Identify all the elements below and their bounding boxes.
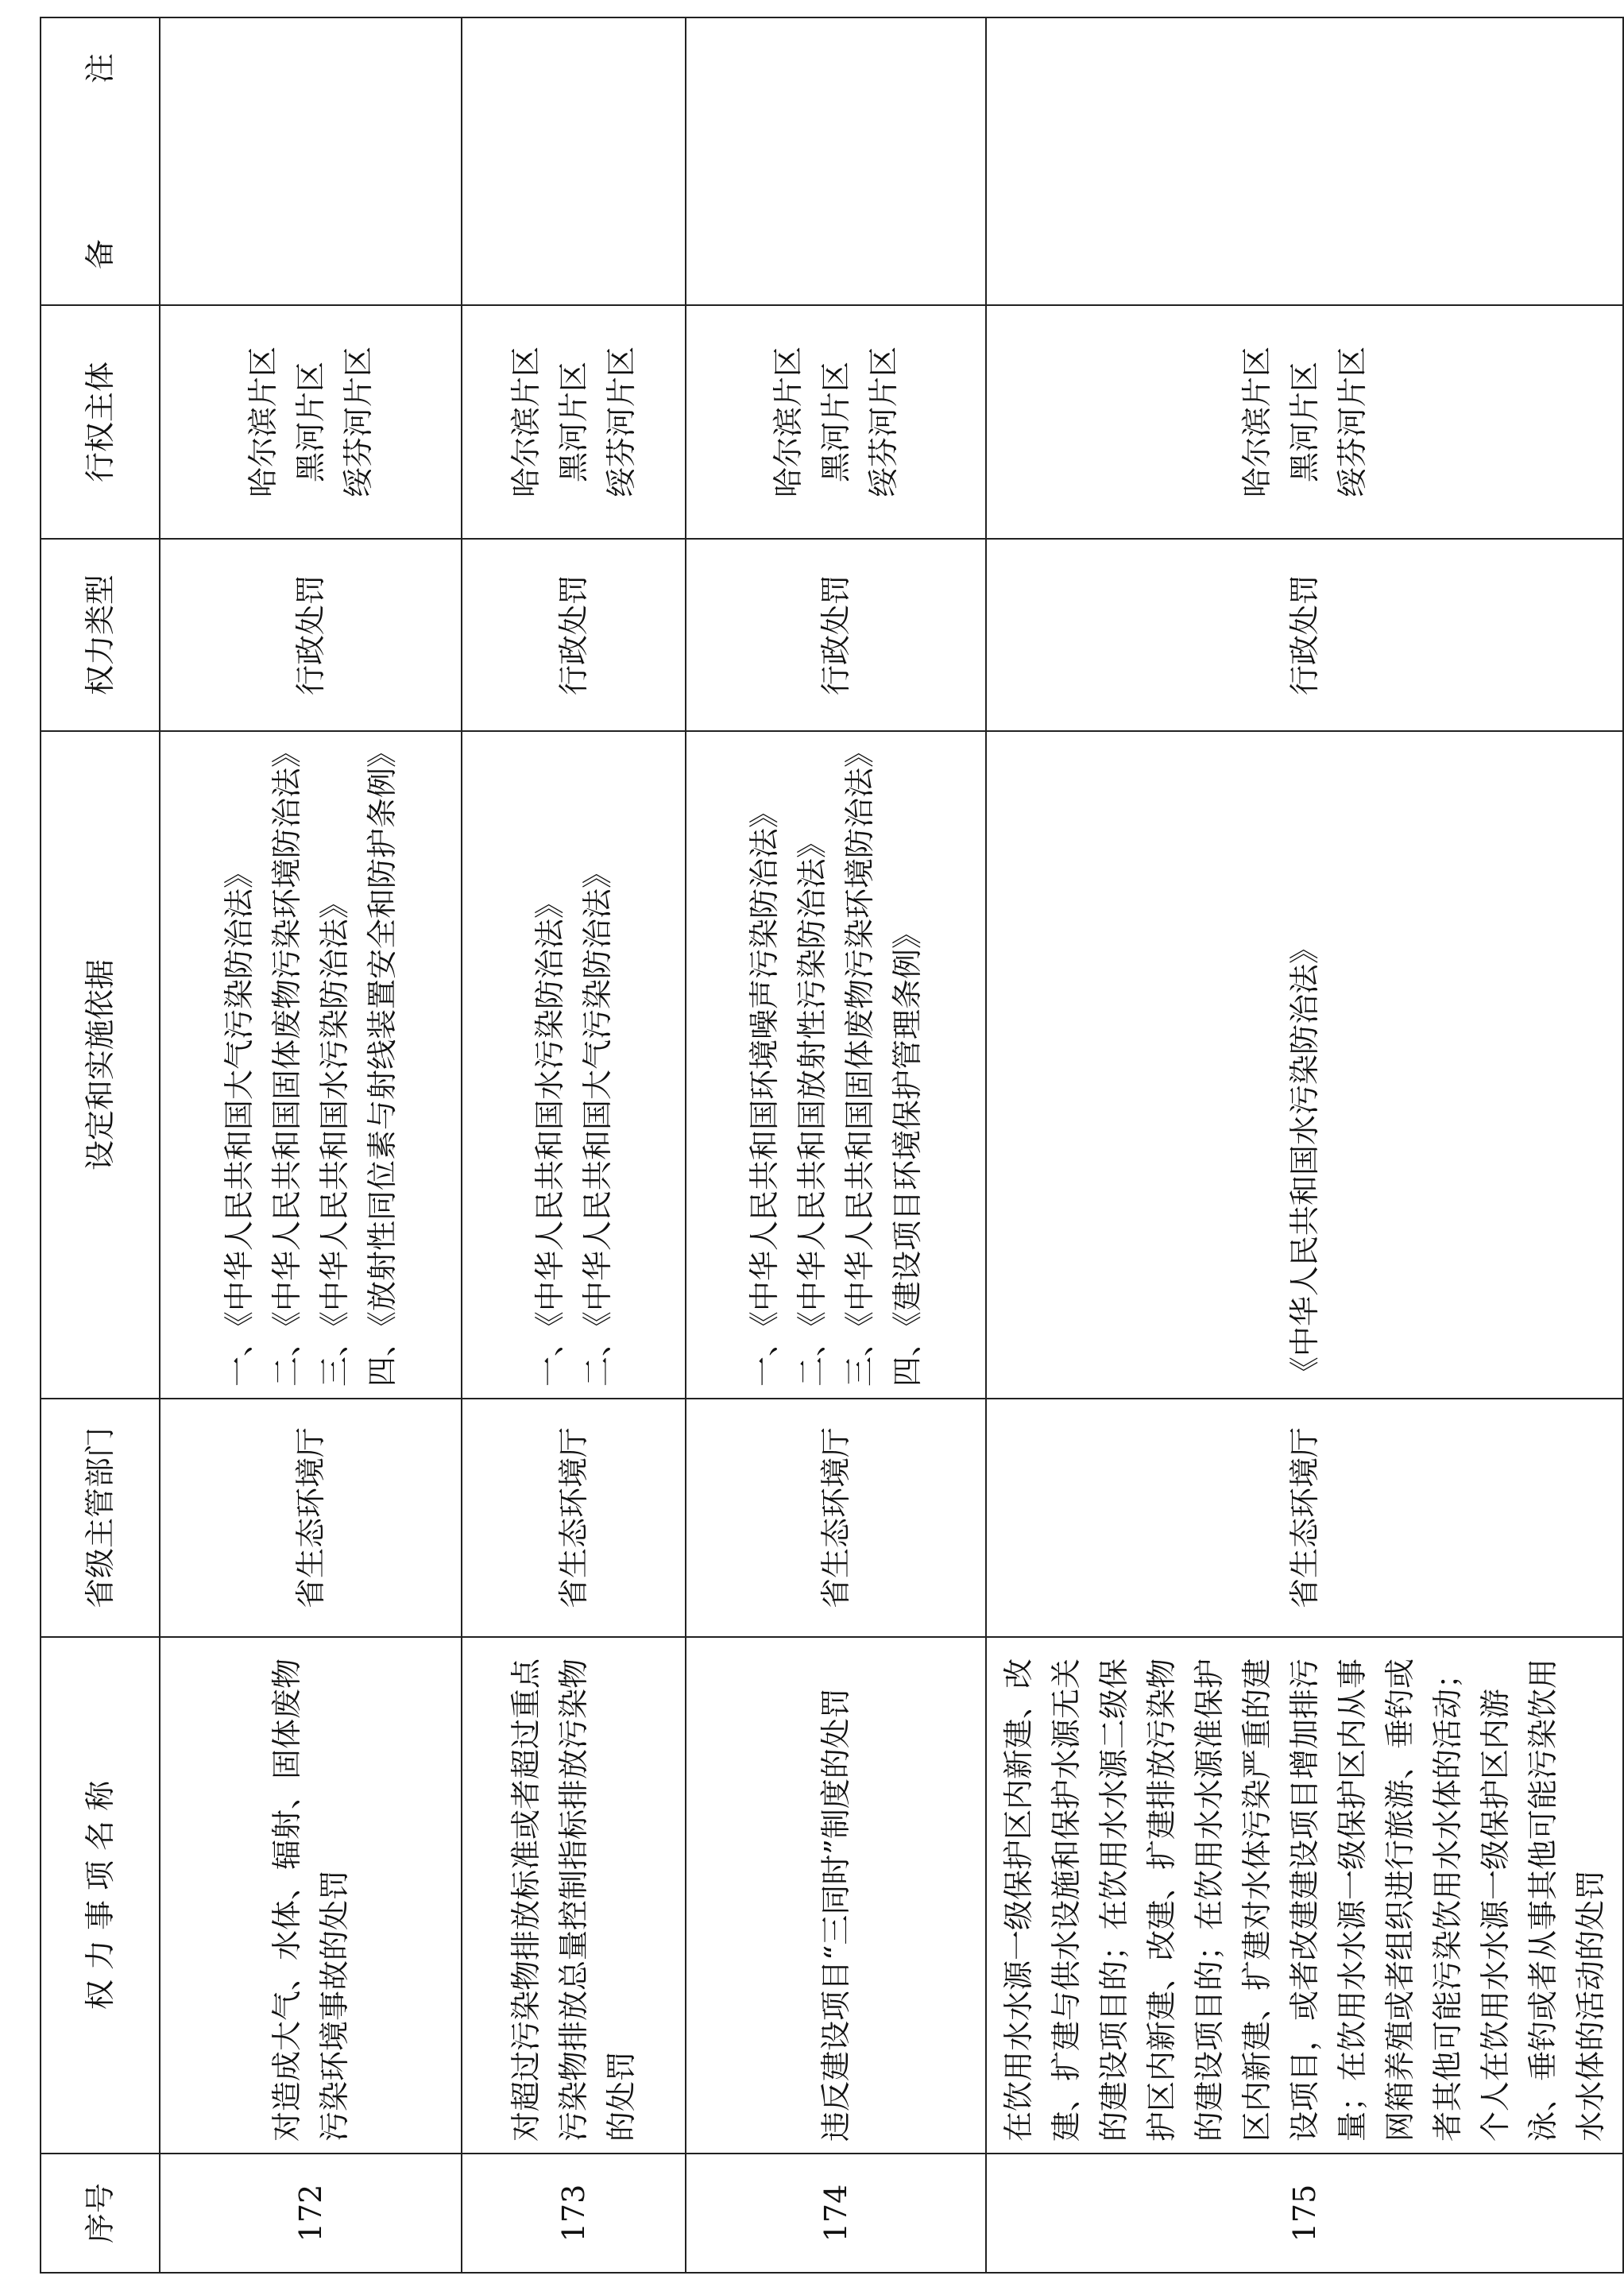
- basis-line: 一、《中华人民共和国水污染防治法》: [532, 888, 567, 1387]
- row-note: [986, 17, 1623, 305]
- row-seq: 173: [462, 2154, 686, 2273]
- row-basis: [686, 731, 986, 1399]
- header-subject: 行权主体: [41, 305, 160, 539]
- table-row: [686, 17, 986, 2273]
- row-basis: [160, 731, 462, 1399]
- row-subject: [686, 305, 986, 539]
- subject-line: 绥芬河片区: [866, 346, 901, 498]
- row-type: 行政处罚: [160, 539, 462, 731]
- header-name: 权 力 事 项 名 称: [41, 1637, 160, 2154]
- table-row: [986, 17, 1623, 2273]
- row-type: 行政处罚: [462, 539, 686, 731]
- subject-line: 哈尔滨片区: [508, 346, 543, 498]
- powers-table: [40, 17, 1624, 2274]
- header-note-a: 备: [83, 238, 118, 269]
- subject-line: 绥芬河片区: [1335, 346, 1370, 498]
- row-subject: [986, 305, 1623, 539]
- header-row: [41, 17, 160, 2273]
- basis-line: 一、《中华人民共和国环境噪声污染防治法》: [747, 797, 782, 1387]
- basis-line: 一、《中华人民共和国大气污染防治法》: [222, 857, 257, 1387]
- subject-line: 黑河片区: [818, 362, 853, 483]
- row-name: 违反建设项目“三同时”制度的处罚: [686, 1637, 986, 2154]
- row-name: 对造成大气、水体、辐射、固体废物污染环境事故的处罚: [160, 1637, 462, 2154]
- header-basis: 设定和实施依据: [41, 731, 160, 1399]
- row-dept: 省生态环境厅: [986, 1399, 1623, 1637]
- subject-line: 哈尔滨片区: [771, 346, 806, 498]
- row-subject: [160, 305, 462, 539]
- basis-line: 《中华人民共和国水污染防治法》: [1287, 933, 1322, 1387]
- row-dept: 省生态环境厅: [686, 1399, 986, 1637]
- header-dept: 省级主管部门: [41, 1399, 160, 1637]
- row-type: 行政处罚: [686, 539, 986, 731]
- header-note: [41, 17, 160, 305]
- subject-line: 绥芬河片区: [604, 346, 639, 498]
- row-seq: 172: [160, 2154, 462, 2273]
- row-seq: 175: [986, 2154, 1623, 2273]
- row-seq: 174: [686, 2154, 986, 2273]
- basis-line: 二、《中华人民共和国大气污染防治法》: [580, 857, 615, 1387]
- subject-line: 绥芬河片区: [341, 346, 376, 498]
- basis-line: 三、《中华人民共和国固体废物污染环境防治法》: [842, 737, 877, 1387]
- row-type: 行政处罚: [986, 539, 1623, 731]
- header-type: 权力类型: [41, 539, 160, 731]
- subject-line: 哈尔滨片区: [1239, 346, 1274, 498]
- basis-line: 四、《建设项目环境保护管理条例》: [890, 918, 925, 1387]
- row-basis: [986, 731, 1623, 1399]
- row-note: [462, 17, 686, 305]
- subject-line: 黑河片区: [556, 362, 591, 483]
- subject-line: 黑河片区: [1287, 362, 1322, 483]
- row-note: [686, 17, 986, 305]
- row-dept: 省生态环境厅: [160, 1399, 462, 1637]
- basis-line: 二、《中华人民共和国放射性污染防治法》: [795, 827, 829, 1387]
- basis-line: 三、《中华人民共和国水污染防治法》: [317, 888, 352, 1387]
- header-seq: 序号: [41, 2154, 160, 2273]
- table-row: [160, 17, 462, 2273]
- row-name: 在饮用水水源一级保护区内新建、改建、扩建与供水设施和保护水源无关的建设项目的；在饮用水水源二级保护区内新建、改建、扩建排放污染物的建设项目的；在饮用水水源准保护区内新建、扩建对水体污染严重的建设项目，或者改建建设项目增加排污量；在饮用水水源一级保护区内从事网箱养殖或者组织进行旅游、垂钓或者其他可能污染饮用水水体的活动；个人在饮用水水源一级保护区内游泳、垂钓或者从事其他可能污染饮用水水体的活动的处罚: [986, 1637, 1623, 2154]
- subject-line: 黑河片区: [293, 362, 328, 483]
- table-row: [462, 17, 686, 2273]
- row-subject: [462, 305, 686, 539]
- row-note: [160, 17, 462, 305]
- subject-line: 哈尔滨片区: [246, 346, 280, 498]
- header-note-b: 注: [83, 53, 118, 84]
- basis-line: 四、《放射性同位素与射线装置安全和防护条例》: [365, 737, 400, 1387]
- row-name: 对超过污染物排放标准或者超过重点污染物排放总量控制指标排放污染物的处罚: [462, 1637, 686, 2154]
- row-dept: 省生态环境厅: [462, 1399, 686, 1637]
- basis-line: 二、《中华人民共和国固体废物污染环境防治法》: [269, 737, 304, 1387]
- row-basis: [462, 731, 686, 1399]
